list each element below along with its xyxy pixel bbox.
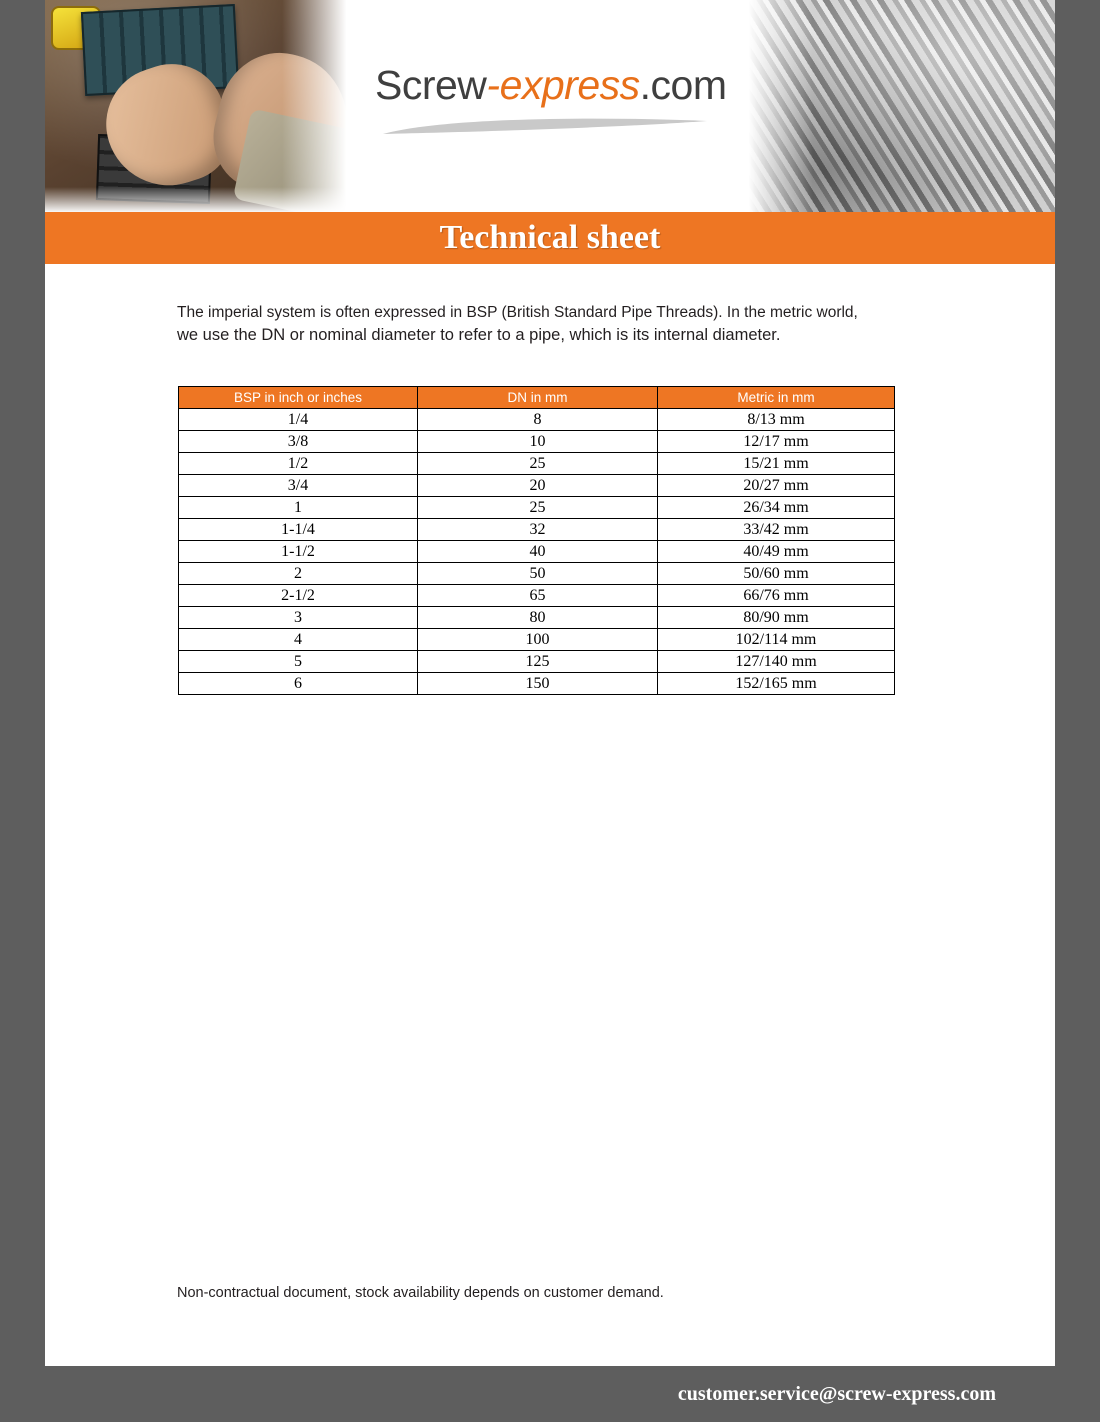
cell-dn: 25 [418, 497, 658, 519]
contact-email[interactable]: customer.service@screw-express.com [677, 1382, 996, 1405]
cell-bsp: 3/8 [179, 431, 418, 453]
column-header-dn: DN in mm [418, 387, 658, 409]
cell-dn: 80 [418, 607, 658, 629]
footer-spacer [45, 1352, 1055, 1366]
table-header-row [179, 387, 895, 409]
cell-bsp: 1-1/2 [179, 541, 418, 563]
cell-dn: 50 [418, 563, 658, 585]
table-body [179, 409, 895, 695]
cell-bsp: 1/4 [179, 409, 418, 431]
cell-bsp: 1-1/4 [179, 519, 418, 541]
cell-dn: 150 [418, 673, 658, 695]
cell-bsp: 1/2 [179, 453, 418, 475]
disclaimer-text: Non-contractual document, stock availability depends on customer demand. [177, 1285, 664, 1301]
logo-text-screw: Screw [375, 62, 487, 108]
cell-bsp: 1 [179, 497, 418, 519]
cell-metric: 40/49 mm [658, 541, 895, 563]
right-margin-rail [1055, 0, 1100, 1422]
table-row [179, 453, 895, 475]
cell-bsp: 5 [179, 651, 418, 673]
table-row [179, 409, 895, 431]
conversion-table-wrapper [178, 386, 894, 695]
cell-bsp: 2 [179, 563, 418, 585]
cell-dn: 40 [418, 541, 658, 563]
table-row [179, 431, 895, 453]
cell-metric: 8/13 mm [658, 409, 895, 431]
cell-dn: 125 [418, 651, 658, 673]
cell-dn: 20 [418, 475, 658, 497]
cell-bsp: 6 [179, 673, 418, 695]
cell-metric: 50/60 mm [658, 563, 895, 585]
cell-bsp: 3 [179, 607, 418, 629]
cell-dn: 65 [418, 585, 658, 607]
cell-dn: 100 [418, 629, 658, 651]
cell-metric: 66/76 mm [658, 585, 895, 607]
cell-bsp: 2-1/2 [179, 585, 418, 607]
table-row [179, 651, 895, 673]
cell-metric: 33/42 mm [658, 519, 895, 541]
cell-dn: 8 [418, 409, 658, 431]
intro-line-1: The imperial system is often expressed in BSP (British Standard Pipe Threads). In the metric world, [177, 304, 858, 321]
site-logo [375, 62, 795, 162]
table-row [179, 497, 895, 519]
logo-text-express: -express [486, 62, 640, 108]
cell-dn: 25 [418, 453, 658, 475]
cell-metric: 80/90 mm [658, 607, 895, 629]
intro-line-2: we use the DN or nominal diameter to refer to a pipe, which is its internal diameter. [177, 326, 781, 344]
cell-metric: 127/140 mm [658, 651, 895, 673]
cell-metric: 20/27 mm [658, 475, 895, 497]
table-row [179, 541, 895, 563]
cell-metric: 26/34 mm [658, 497, 895, 519]
cell-dn: 32 [418, 519, 658, 541]
column-header-metric: Metric in mm [658, 387, 895, 409]
table-row [179, 629, 895, 651]
cell-bsp: 4 [179, 629, 418, 651]
table-row [179, 563, 895, 585]
cell-dn: 10 [418, 431, 658, 453]
table-row [179, 673, 895, 695]
technical-sheet-title-bar [45, 212, 1055, 264]
logo-text-domain: .com [639, 62, 727, 108]
table-row [179, 519, 895, 541]
logo-swoosh-icon [381, 116, 711, 138]
cell-metric: 12/17 mm [658, 431, 895, 453]
column-header-bsp: BSP in inch or inches [179, 387, 418, 409]
table-row [179, 475, 895, 497]
header-banner [45, 0, 1055, 212]
cell-metric: 152/165 mm [658, 673, 895, 695]
page-title: Technical sheet [439, 219, 661, 256]
cell-metric: 15/21 mm [658, 453, 895, 475]
cell-metric: 102/114 mm [658, 629, 895, 651]
footer-bar [0, 1366, 1100, 1422]
workbench-photo [45, 0, 350, 212]
cell-bsp: 3/4 [179, 475, 418, 497]
left-margin-rail [0, 0, 45, 1422]
intro-paragraph [177, 302, 907, 346]
table-row [179, 585, 895, 607]
table-row [179, 607, 895, 629]
bsp-dn-metric-table [178, 386, 895, 695]
